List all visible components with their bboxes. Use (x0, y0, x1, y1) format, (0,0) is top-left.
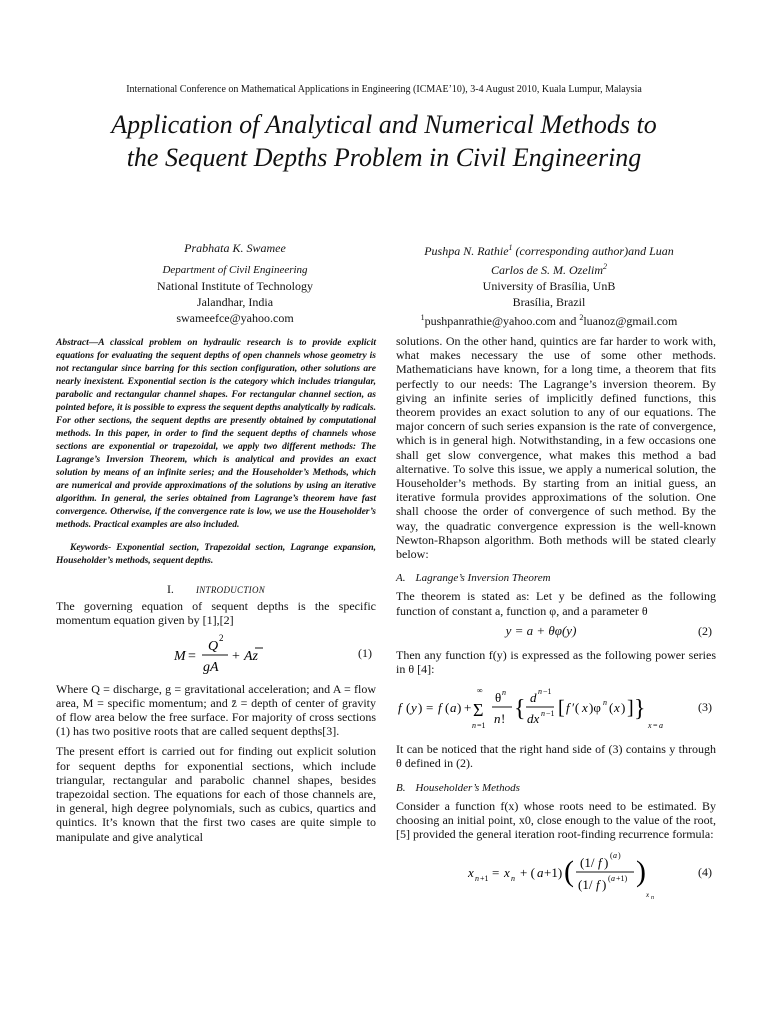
title-line-1: Application of Analytical and Numerical Methods to (111, 110, 657, 139)
svg-text:+1): +1) (616, 874, 628, 884)
svg-text:(: ( (445, 700, 450, 716)
svg-text:n: n (538, 687, 542, 697)
section-heading-introduction: I. INTRODUCTION (166, 582, 266, 596)
svg-text:): ) (602, 877, 607, 893)
svg-text:f: f (566, 700, 570, 716)
subsection-a-paragraph-2: Then any function f(y) is expressed as the following power series in θ [4]: (396, 647, 716, 677)
svg-text:n: n (472, 721, 476, 731)
svg-text:): ) (604, 855, 609, 871)
svg-text:f: f (598, 855, 602, 871)
svg-text:n: n (603, 698, 607, 708)
equation-1-number: (1) (358, 645, 372, 660)
author-emails: $^1$pushpanrathie@yahoo.com and $^2$luanoz@gmail.com (420, 313, 678, 328)
svg-text:x: x (582, 700, 588, 716)
svg-text:+: + (464, 700, 472, 716)
svg-text:−1: −1 (543, 687, 552, 697)
equation-2 (396, 622, 716, 644)
svg-text:n: n (651, 895, 654, 902)
svg-text:(: ( (609, 700, 614, 716)
svg-text:n: n (511, 874, 515, 884)
svg-text:x: x (614, 700, 620, 716)
svg-text:Σ: Σ (473, 700, 484, 721)
svg-text:x: x (468, 865, 474, 881)
svg-text:a: a (537, 865, 544, 881)
author-names-line-1: Pushpa N. Rathie$^1$ (corresponding author)and Luan (424, 243, 674, 258)
svg-text:x: x (648, 721, 652, 731)
equation-2-number: (2) (698, 623, 712, 638)
svg-text:+1): +1) (544, 865, 563, 881)
equation-1 (56, 632, 376, 678)
subsection-heading-b: B. Householder’s Methods (396, 781, 520, 794)
svg-text:=: = (653, 721, 658, 731)
svg-text:Q: Q (208, 638, 219, 654)
equation-3-formula (396, 680, 716, 738)
svg-text:′(: ′( (572, 700, 580, 716)
right-column (396, 334, 716, 907)
svg-text:y: y (411, 700, 417, 716)
svg-text:[: [ (558, 697, 565, 720)
svg-text:+ (: + ( (520, 865, 535, 881)
right-paragraph-1: solutions. On the other hand, quintics are far harder to work with, what makes necessary the use of some other methods. Mathematicians have known, for a long time, a theorem that fits perfectly to our needs: The Lagrange’s inversion theorem. By giving an infinite series of implicitly defined functions, this theorem provides an exact solution to any of our equations. The major concern of such series expansion is the rate of convergence, which is in general high. Notwithstanding, in a few occasions one shall get slow convergence, what makes this method a bad alternative. To solve this issue, we apply a numerical solution, the Householder’s methods. By starting from an initial guess, an iterative formula provides approximations of the solution. One shall choose the order of convergence of such method. By the way, the quadratic convergence expression is the well-known Newton-Rhapson algorithm. Both methods will be stated clearly below: (396, 334, 716, 562)
equation-3 (396, 680, 716, 738)
svg-text:=: = (426, 700, 434, 716)
author-institution: University of Brasília, UnB (482, 279, 616, 293)
svg-text:n: n (494, 711, 501, 727)
svg-text:{: { (514, 696, 526, 723)
svg-text:): ) (636, 855, 646, 889)
svg-text:Az: Az (244, 648, 258, 664)
svg-text:(: ( (610, 851, 613, 861)
svg-text:!: ! (501, 711, 506, 727)
svg-text:): ) (457, 700, 462, 716)
svg-text:): ) (618, 851, 621, 861)
svg-text:n: n (541, 709, 545, 719)
equation-1-formula (56, 632, 376, 678)
intro-paragraph-2: Where Q = discharge, g = gravitational acceleration; and A = flow area, M = specific momentum; and z̄ = depth of center of gravity of flow area below the free surface. For majority of cross sections (1) has two positive roots that are called sequent depths[3]. (56, 681, 376, 739)
svg-text:): ) (621, 700, 626, 716)
author-department: Department of Civil Engineering (162, 264, 308, 276)
author-block-1 (100, 240, 370, 326)
svg-text:a: a (613, 851, 617, 861)
subsection-a-paragraph-1: The theorem is stated as: Let y be defined as the following function of constant a, function φ, and a parameter θ (396, 589, 716, 618)
svg-text:n: n (475, 874, 479, 884)
paper-title (40, 108, 728, 174)
svg-text:=: = (492, 865, 500, 881)
svg-text:−1: −1 (546, 709, 555, 719)
svg-text:a: a (450, 700, 457, 716)
svg-text:}: } (634, 696, 646, 723)
conference-header: International Conference on Mathematical Applications in Engineering (ICMAE’10), 3-4 August 2010, Kuala Lumpur, Malaysia (126, 84, 642, 95)
abstract: Abstract—A classical problem on hydraulic research is to provide explicit equations for evaluating the sequent depths of open channels whose geometry is not rectangular since barring for this section configuration, other solutions are nearly inexistent. Exponential section is the category which includes triangular, parabolic and rectangular channel shapes. For rectangular channel section, as pointed before, it is possible to express the sequent depths analytically by radicals. For other sections, the sequent depths are presently obtained by computational methods. In this paper, in order to find the sequent depths of channels whose sections are exponential or trapezoidal, we apply two different methods: The Lagrange’s Inversion Theorem, which is analytical and provides an exact solution by means of an infinite series; and the Householder’s Methods, which are numerical and provide approximations of the solutions by using an iterative algorithm. In general, the series obtained from Lagrange’s theorem have fast convergence. Otherwise, if the convergence rate is low, we use the Householder’s methods. Practical examples are also included. (56, 338, 376, 530)
svg-text:M: M (174, 648, 186, 664)
svg-text:(1/: (1/ (578, 877, 593, 893)
author-name: Prabhata K. Swamee (184, 241, 286, 255)
svg-text:f: f (596, 877, 600, 893)
svg-text:2: 2 (219, 632, 224, 643)
title-line-2: the Sequent Depths Problem in Civil Engineering (126, 143, 642, 172)
svg-text:a: a (659, 721, 663, 731)
author-block-2 (384, 240, 714, 329)
equation-2-formula: y = a + θφ(y) (505, 622, 577, 638)
svg-text:(: ( (406, 700, 411, 716)
svg-text:]: ] (627, 697, 634, 720)
svg-text:x: x (646, 891, 650, 900)
svg-text:∞: ∞ (477, 686, 483, 696)
svg-text:gA: gA (203, 659, 219, 675)
equation-3-number: (3) (698, 700, 712, 715)
svg-text:(1/: (1/ (580, 855, 595, 871)
keywords: Keywords- Exponential section, Trapezoidal section, Lagrange expansion, Householder’s methods, sequent depths. (56, 543, 376, 566)
equation-4-number: (4) (698, 865, 712, 880)
intro-paragraph-3: The present effort is carried out for finding out explicit solution for sequent depths for exponential sections, which include triangular, rectangular and parabolic channel shapes, besides trapezoidal section. The equations for each of those channels are, in general, high degree polynomials, such as cubics, quartics and quintics. It’s known that the first two cases are quite simple to manipulate and give analytical (56, 744, 376, 844)
author-institution: National Institute of Technology (157, 279, 313, 293)
author-city: Brasília, Brazil (512, 295, 586, 309)
equation-4-formula (396, 845, 716, 903)
svg-text:=1: =1 (477, 721, 486, 731)
svg-text:)φ: )φ (589, 700, 601, 716)
svg-text:f: f (438, 700, 442, 716)
author-city: Jalandhar, India (196, 295, 274, 309)
svg-text:+: + (232, 648, 240, 664)
svg-text:+1: +1 (480, 874, 489, 884)
svg-text:a: a (611, 874, 615, 884)
intro-paragraph-1: The governing equation of sequent depths is the specific momentum equation given by [1],[2] (56, 599, 376, 628)
author-names-line-2: Carlos de S. M. Ozelim$^2$ (491, 262, 607, 277)
svg-text:θ: θ (495, 690, 502, 706)
svg-text:): ) (418, 700, 423, 716)
svg-text:d: d (530, 690, 537, 706)
left-column (56, 337, 376, 844)
svg-text:dx: dx (527, 711, 540, 727)
author-email: swameefce@yahoo.com (176, 311, 294, 325)
svg-text:x: x (504, 865, 510, 881)
svg-text:(: ( (608, 874, 611, 884)
svg-text:=: = (188, 648, 196, 664)
subsection-a-paragraph-3: It can be noticed that the right hand side of (3) contains y through θ defined in (2). (396, 742, 716, 771)
svg-text:f: f (398, 700, 402, 716)
svg-text:(: ( (564, 855, 574, 889)
subsection-b-paragraph-1: Consider a function f(x) whose roots need to be estimated. By choosing an initial point, x0, close enough to the value of the root, [5] provided the general iteration root-finding recurrence formula: (396, 798, 716, 842)
equation-4 (396, 845, 716, 903)
subsection-heading-a: A. Lagrange’s Inversion Theorem (396, 572, 551, 585)
svg-text:n: n (502, 688, 506, 698)
